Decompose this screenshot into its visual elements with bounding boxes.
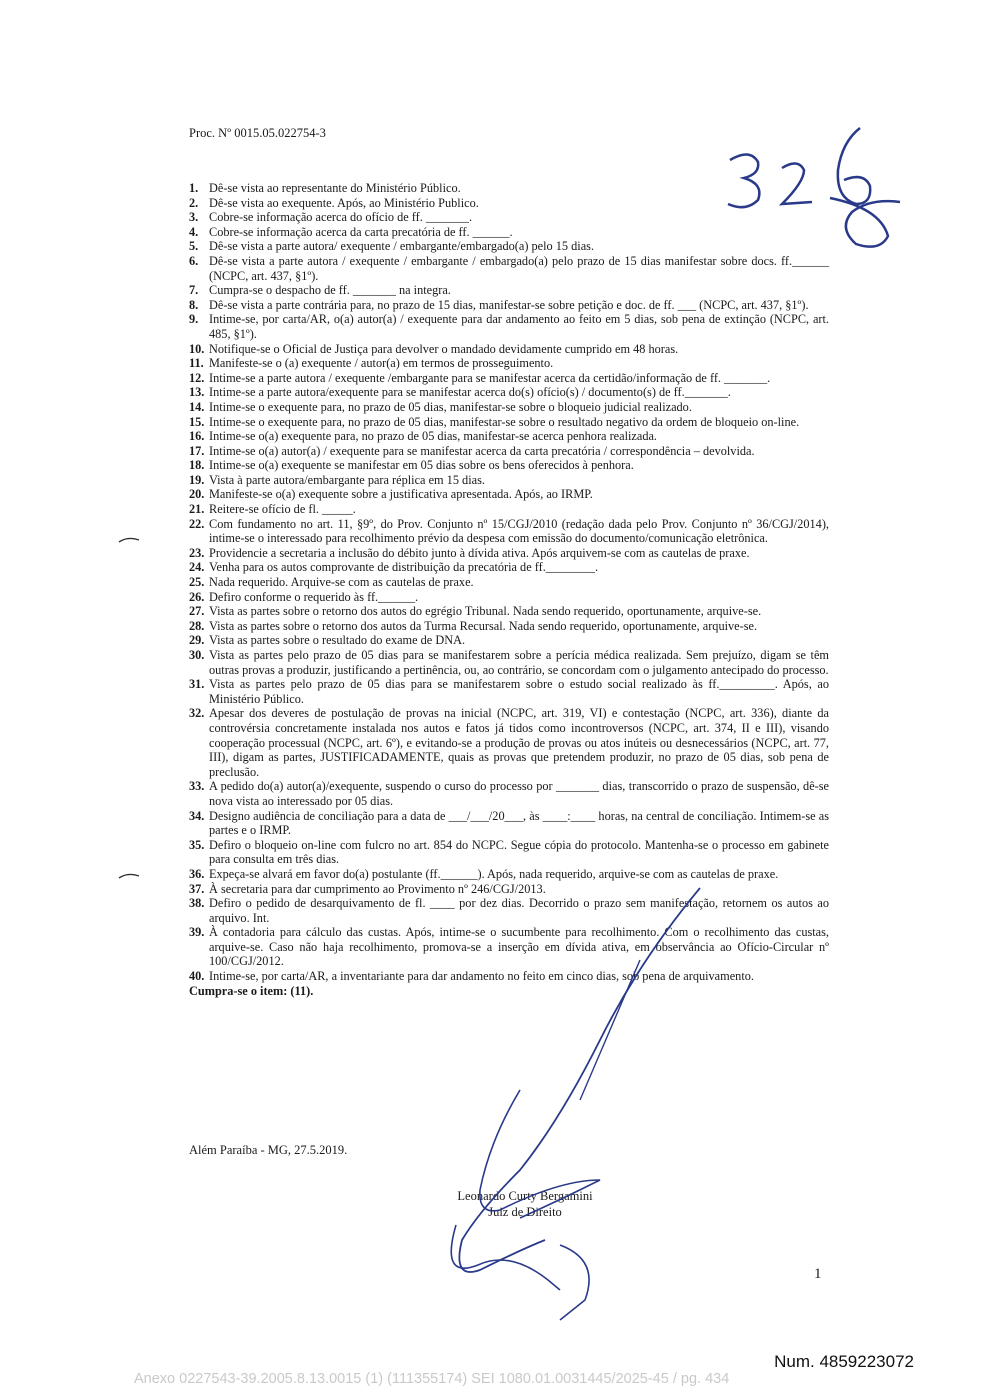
item-number: 25. [189, 575, 205, 590]
item-text: Venha para os autos comprovante de distribuição da precatória de ff.________. [209, 560, 599, 575]
item-text: Intime-se o(a) exequente para, no prazo de 05 dias, manifestar-se acerca penhora realizada. [209, 429, 658, 444]
dispatch-item [189, 225, 829, 240]
item-number: 13. [189, 385, 205, 400]
dispatch-item [189, 809, 829, 838]
item-number: 40. [189, 969, 205, 984]
item-text: A pedido do(a) autor(a)/exequente, suspendo o curso do processo por _______ dias, transcorrido o prazo de suspensão, dê-se nova vista ao interessado por 05 dias. [209, 779, 829, 808]
item-text: Dê-se vista a parte contrária para, no prazo de 15 dias, manifestar-se sobre petição e doc. de ff. ___ (NCPC, art. 437, §1º). [209, 297, 809, 312]
dispatch-item [189, 648, 829, 677]
item-number: 1. [189, 181, 199, 195]
item-text: Intime-se o(a) exequente se manifestar em 05 dias sobre os bens oferecidos à penhora. [209, 458, 634, 473]
dispatch-item [189, 239, 829, 254]
item-text: À secretaria para dar cumprimento ao Provimento nº 246/CGJ/2013. [209, 881, 546, 896]
item-number: 24. [189, 560, 205, 575]
item-number: 5. [189, 239, 199, 254]
item-number: 16. [189, 429, 205, 444]
dispatch-item [189, 210, 829, 225]
item-number: 9. [189, 312, 199, 327]
item-text: Defiro o bloqueio on-line com fulcro no art. 854 do NCPC. Segue cópia do protocolo. Mantenha-se o processo em gabinete para consulta em três dias. [209, 837, 829, 867]
dispatch-item [189, 371, 829, 386]
dispatch-item [189, 969, 829, 984]
item-text: Vista as partes sobre o resultado do exame de DNA. [209, 633, 466, 648]
item-number: 22. [189, 516, 205, 531]
item-number: 28. [189, 618, 205, 633]
item-number: 10. [189, 341, 205, 356]
item-number: 39. [189, 925, 205, 940]
item-number: 15. [189, 414, 205, 429]
dispatch-item [189, 312, 829, 341]
item-text: Defiro conforme o requerido às ff.______. [209, 589, 419, 604]
item-text: Vista as partes sobre o retorno dos autos da Turma Recursal. Nada sendo requerido, oportunamente, arquive-se. [209, 618, 758, 633]
dispatch-item [189, 400, 829, 415]
cumpra-item: Cumpra-se o item: (11). [189, 983, 314, 998]
dispatch-item [189, 838, 829, 867]
item-text: Manifeste-se o (a) exequente / autor(a) em termos de prosseguimento. [209, 356, 554, 371]
item-text: Intime-se a parte autora / exequente /embargante para se manifestar acerca da certidão/informação de ff. _______. [209, 370, 771, 385]
item-text: Cobre-se informação acerca do ofício de ff. _______. [209, 210, 473, 225]
item-number: 14. [189, 399, 205, 414]
item-number: 31. [189, 677, 205, 692]
item-number: 20. [189, 487, 205, 502]
place-date: Além Paraíba - MG, 27.5.2019. [189, 1143, 348, 1157]
dispatch-item [189, 444, 829, 459]
item-text: Manifeste-se o(a) exequente sobre a justificativa apresentada. Após, ao IRMP. [209, 487, 593, 502]
item-number: 12. [189, 370, 205, 385]
dispatch-item [189, 590, 829, 605]
margin-mark-icon [118, 536, 140, 544]
item-text: Vista as partes pelo prazo de 05 dias para se manifestarem sobre o estudo social realizado às ff._________. Após, ao Ministério Público. [209, 677, 829, 706]
dispatch-item [189, 429, 829, 444]
item-number: 18. [189, 458, 205, 473]
dispatch-item [189, 487, 829, 502]
dispatch-item [189, 415, 829, 430]
item-number: 11. [189, 356, 204, 371]
dispatch-item [189, 517, 829, 546]
item-text: Providencie a secretaria a inclusão do débito junto à dívida ativa. Após arquivem-se com as cautelas de praxe. [209, 545, 750, 560]
item-number: 35. [189, 837, 205, 852]
item-number: 37. [189, 881, 205, 896]
item-text: Intime-se, por carta/AR, a inventariante para dar andamento no feito em cinco dias, sob pena de arquivamento. [209, 969, 754, 984]
dispatch-item [189, 181, 829, 196]
item-text: Intime-se, por carta/AR, o(a) autor(a) / exequente para dar andamento ao feito em 5 dias, sob pena de extinção (NCPC, art. 485, §1º). [209, 312, 829, 341]
item-number: 36. [189, 866, 205, 881]
item-text: Apesar dos deveres de postulação de provas na inicial (NCPC, art. 319, VI) e contestação (NCPC, art. 336), diante da controvérsia concretamente instalada nos autos e fatos já tidos como incontroversos (NCPC, art. 374, II e III), visando cooperação processual (NCPC, art. 6º), e evitando-se a produção de provas ou atos inúteis ou desnecessários (NCPC, art. 77, III), digam as partes, JUSTIFICADAMENTE, quais as provas que pretendem produzir, no prazo de 05 dias, sob pena de preclusão. [209, 706, 829, 779]
dispatch-item [189, 356, 829, 371]
item-text: Defiro o pedido de desarquivamento de fl. ____ por dez dias. Decorrido o prazo sem manifestação, retornem os autos ao arquivo. Int. [209, 896, 829, 925]
item-number: 7. [189, 283, 199, 298]
dispatch-item [189, 560, 829, 575]
dispatch-item [189, 882, 829, 897]
dispatch-item [189, 254, 829, 283]
annex-watermark: Anexo 0227543-39.2005.8.13.0015 (1) (111355174) SEI 1080.01.0031445/2025-45 / pg. 434 [134, 1371, 730, 1387]
judge-name: Leonardo Curty Bergamini [457, 1189, 593, 1203]
dispatch-item [189, 619, 829, 634]
item-text: Intime-se o exequente para, no prazo de 05 dias, manifestar-se sobre o bloqueio judicial realizado. [209, 399, 692, 414]
process-number: Proc. Nº 0015.05.022754-3 [189, 126, 326, 140]
item-number: 34. [189, 808, 205, 823]
dispatch-item [189, 283, 829, 298]
dispatch-options-list [189, 181, 829, 998]
dispatch-item [189, 867, 829, 882]
dispatch-item [189, 925, 829, 969]
dispatch-item [189, 458, 829, 473]
dispatch-item [189, 342, 829, 357]
item-text: Vista as partes pelo prazo de 05 dias para se manifestarem sobre a perícia médica realizada. Sem prejuízo, digam se têm outras provas a produzir, justificando a pertinência, ou, ao contrário, se concordam com o julgamento antecipado do processo. [209, 648, 829, 677]
dispatch-item [189, 706, 829, 779]
dispatch-item [189, 502, 829, 517]
item-number: 3. [189, 210, 199, 225]
item-text: Dê-se vista a parte autora / exequente / embargante / embargado(a) pelo prazo de 15 dias manifestar sobre docs. ff.______ (NCPC, art. 437, §1º). [209, 253, 829, 283]
item-text: Reitere-se ofício de fl. _____. [209, 502, 356, 517]
item-text: Vista as partes sobre o retorno dos autos do egrégio Tribunal. Nada sendo requerido, oportunamente, arquive-se. [209, 604, 762, 619]
item-number: 4. [189, 224, 199, 239]
item-number: 2. [189, 195, 199, 210]
item-number: 33. [189, 779, 205, 794]
dispatch-item [189, 575, 829, 590]
dispatch-item [189, 298, 829, 313]
dispatch-item [189, 779, 829, 808]
dispatch-item [189, 196, 829, 211]
item-number: 30. [189, 648, 205, 662]
item-number: 8. [189, 297, 199, 312]
item-text: Notifique-se o Oficial de Justiça para devolver o mandado devidamente cumprido em 48 horas. [209, 341, 679, 356]
item-text: Vista à parte autora/embargante para réplica em 15 dias. [209, 472, 485, 487]
item-text: Dê-se vista ao representante do Ministério Público. [209, 181, 461, 195]
item-number: 23. [189, 545, 205, 560]
judge-role: Juiz de Direito [488, 1205, 562, 1219]
item-number: 26. [189, 589, 205, 604]
dispatch-item [189, 896, 829, 925]
item-text: À contadoria para cálculo das custas. Após, intime-se o sucumbente para recolhimento. Com o recolhimento das custas, arquive-se. Caso não haja recolhimento, promova-se a inserção em dívida ativa, em observância ao Ofício-Circular nº 100/CGJ/2012. [209, 925, 829, 969]
dispatch-item [189, 604, 829, 619]
item-number: 17. [189, 443, 205, 458]
item-text: Intime-se a parte autora/exequente para se manifestar acerca do(s) ofício(s) / documento(s) de ff._______. [209, 385, 731, 400]
item-number: 6. [189, 253, 199, 268]
item-text: Intime-se o exequente para, no prazo de 05 dias, manifestar-se sobre o resultado negativo da ordem de bloqueio on-line. [209, 414, 800, 429]
document-num: Num. 4859223072 [774, 1352, 914, 1371]
dispatch-item [189, 677, 829, 706]
item-text: Dê-se vista a parte autora/ exequente / embargante/embargado(a) pelo 15 dias. [209, 239, 595, 254]
item-number: 29. [189, 633, 205, 648]
item-text: Intime-se o(a) autor(a) / exequente para se manifestar acerca da carta precatória / correspondência – devolvida. [209, 443, 755, 458]
signature-block [430, 1188, 620, 1220]
item-text: Cobre-se informação acerca da carta precatória de ff. ______. [209, 224, 513, 239]
dispatch-item [189, 473, 829, 488]
dispatch-item [189, 633, 829, 648]
item-text: Cumpra-se o despacho de ff. _______ na integra. [209, 283, 451, 298]
item-text: Expeça-se alvará em favor do(a) postulante (ff.______). Após, nada requerido, arquive-se com as cautelas de praxe. [209, 866, 779, 881]
item-number: 38. [189, 896, 205, 911]
dispatch-item [189, 385, 829, 400]
page-number: 1 [814, 1266, 822, 1282]
item-text: Com fundamento no art. 11, §9º, do Prov. Conjunto nº 15/CGJ/2010 (redação dada pelo Prov. Conjunto nº 36/CGJ/2014), intime-se o interessado para recolhimento prévio da despesa com emissão do documento/comunicação eletrônica. [209, 516, 829, 546]
item-text: Nada requerido. Arquive-se com as cautelas de praxe. [209, 575, 474, 590]
margin-mark-icon [118, 872, 140, 880]
item-number: 32. [189, 706, 205, 721]
item-number: 21. [189, 502, 205, 517]
item-number: 27. [189, 604, 205, 619]
dispatch-item [189, 546, 829, 561]
item-text: Designo audiência de conciliação para a data de ___/___/20___, às ____:____ horas, na central de conciliação. Intimem-se as partes e o IRMP. [209, 808, 829, 838]
item-text: Dê-se vista ao exequente. Após, ao Ministério Publico. [209, 195, 479, 210]
item-number: 19. [189, 472, 205, 487]
